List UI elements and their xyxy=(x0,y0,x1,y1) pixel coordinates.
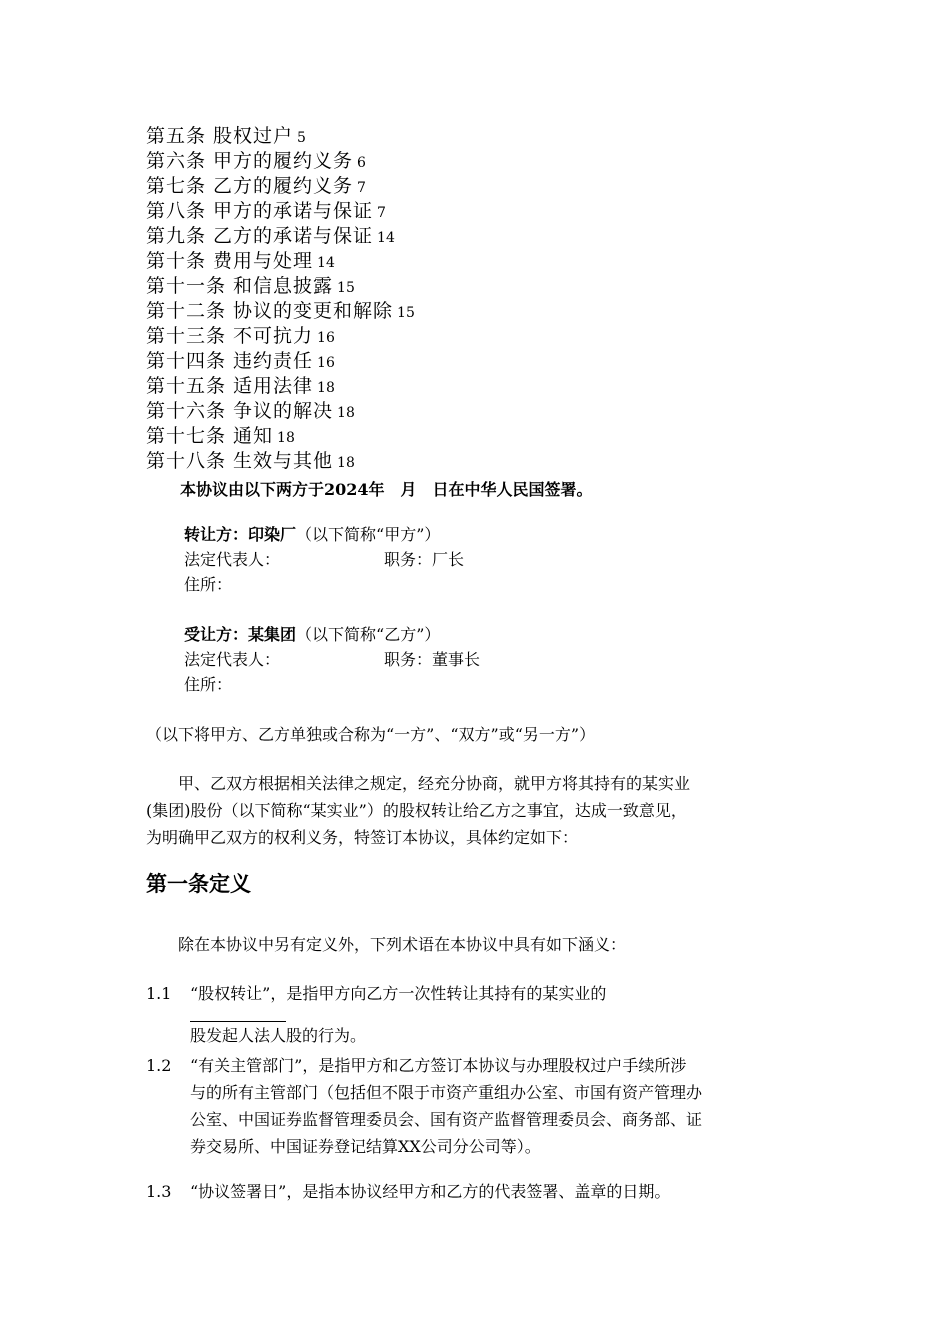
toc-title: 第七条 乙方的履约义务 xyxy=(146,175,354,197)
toc-item[interactable] xyxy=(146,274,415,299)
toc-title: 第十三条 不可抗力 xyxy=(146,325,314,347)
toc-title: 第十七条 通知 xyxy=(146,425,274,447)
toc-page-number: 16 xyxy=(317,330,335,346)
toc-item[interactable] xyxy=(146,399,415,424)
transferor-block xyxy=(184,522,465,597)
toc-title: 第八条 甲方的承诺与保证 xyxy=(146,200,374,222)
collective-reference: （以下将甲方、乙方单独或合称为“一方”、“双方”或“另一方”） xyxy=(146,725,596,744)
toc-item[interactable] xyxy=(146,149,415,174)
definition-number: 1.1 xyxy=(146,984,172,1003)
toc-page-number: 7 xyxy=(377,205,386,221)
toc-title: 第十条 费用与处理 xyxy=(146,250,314,272)
toc-item[interactable] xyxy=(146,374,415,399)
toc-page-number: 16 xyxy=(317,355,335,371)
transferee-alias: （以下简称“乙方”） xyxy=(296,625,441,644)
transferee-label: 受让方：某集团 xyxy=(184,625,297,644)
transferee-duty: 职务：董事长 xyxy=(384,650,481,669)
toc-page-number: 18 xyxy=(337,455,355,471)
transferor-duty: 职务：厂长 xyxy=(384,550,465,569)
toc-item[interactable] xyxy=(146,174,415,199)
toc-item[interactable] xyxy=(146,349,415,374)
transferor-alias: （以下简称“甲方”） xyxy=(296,525,441,544)
toc-item[interactable] xyxy=(146,224,415,249)
article-heading: 第一条定义 xyxy=(146,871,251,896)
toc-item[interactable] xyxy=(146,199,415,224)
definition-text: 与的所有主管部门（包括但不限于市资产重组办公室、市国有资产管理办 xyxy=(190,1083,703,1102)
toc-page-number: 5 xyxy=(297,130,306,146)
preamble-paragraph xyxy=(146,770,826,851)
toc-page-number: 15 xyxy=(337,280,355,296)
toc-page-number: 6 xyxy=(357,155,366,171)
toc-item[interactable] xyxy=(146,449,415,474)
preamble-line: (集团)股份（以下简称“某实业”）的股权转让给乙方之事宜，达成一致意见， xyxy=(146,801,687,820)
fill-in-blank xyxy=(190,1007,286,1022)
toc-page-number: 18 xyxy=(277,430,295,446)
preamble-line: 甲、乙双方根据相关法律之规定，经充分协商，就甲方将其持有的某实业 xyxy=(146,774,691,793)
transferor-rep-label: 法定代表人： xyxy=(184,550,281,569)
definition-text: 股发起人法人股的行为。 xyxy=(190,1026,367,1045)
toc-item[interactable] xyxy=(146,249,415,274)
toc-item[interactable] xyxy=(146,324,415,349)
toc-title: 第十六条 争议的解决 xyxy=(146,400,334,422)
toc-page-number: 7 xyxy=(357,180,366,196)
toc-title: 第十五条 适用法律 xyxy=(146,375,314,397)
toc-item[interactable] xyxy=(146,299,415,324)
transferee-rep-label: 法定代表人： xyxy=(184,650,281,669)
table-of-contents xyxy=(146,124,415,474)
definition-text: 券交易所、中国证券登记结算XX公司分公司等）。 xyxy=(190,1137,541,1156)
toc-page-number: 14 xyxy=(377,230,395,246)
transferee-block xyxy=(184,622,481,697)
toc-page-number: 18 xyxy=(337,405,355,421)
transferee-address-label: 住所： xyxy=(184,675,233,694)
preamble-line: 为明确甲乙双方的权利义务，特签订本协议，具体约定如下： xyxy=(146,828,579,847)
toc-title: 第九条 乙方的承诺与保证 xyxy=(146,225,374,247)
toc-item[interactable] xyxy=(146,424,415,449)
transferor-label: 转让方：印染厂 xyxy=(184,525,297,544)
definition-text: 公室、中国证券监督管理委员会、国有资产监督管理委员会、商务部、证 xyxy=(190,1110,703,1129)
definition-number: 1.3 xyxy=(146,1182,172,1201)
definition-text: “有关主管部门”，是指甲方和乙方签订本协议与办理股权过户手续所涉 xyxy=(190,1056,687,1075)
definition-text: “股权转让”，是指甲方向乙方一次性转让其持有的某实业的 xyxy=(190,984,607,1003)
toc-title: 第五条 股权过户 xyxy=(146,125,294,147)
toc-page-number: 15 xyxy=(397,305,415,321)
toc-page-number: 18 xyxy=(317,380,335,396)
definitions-intro: 除在本协议中另有定义外，下列术语在本协议中具有如下涵义： xyxy=(178,935,627,954)
toc-item[interactable] xyxy=(146,124,415,149)
toc-title: 第十一条 和信息披露 xyxy=(146,275,334,297)
toc-title: 第十四条 违约责任 xyxy=(146,350,314,372)
toc-title: 第十二条 协议的变更和解除 xyxy=(146,300,394,322)
definition-text: “协议签署日”，是指本协议经甲方和乙方的代表签署、盖章的日期。 xyxy=(190,1182,671,1201)
toc-title: 第十八条 生效与其他 xyxy=(146,450,334,472)
transferor-address-label: 住所： xyxy=(184,575,233,594)
signing-statement: 本协议由以下两方于2024年 月 日在中华人民国签署。 xyxy=(180,480,593,499)
toc-page-number: 14 xyxy=(317,255,335,271)
definition-number: 1.2 xyxy=(146,1056,172,1075)
toc-title: 第六条 甲方的履约义务 xyxy=(146,150,354,172)
